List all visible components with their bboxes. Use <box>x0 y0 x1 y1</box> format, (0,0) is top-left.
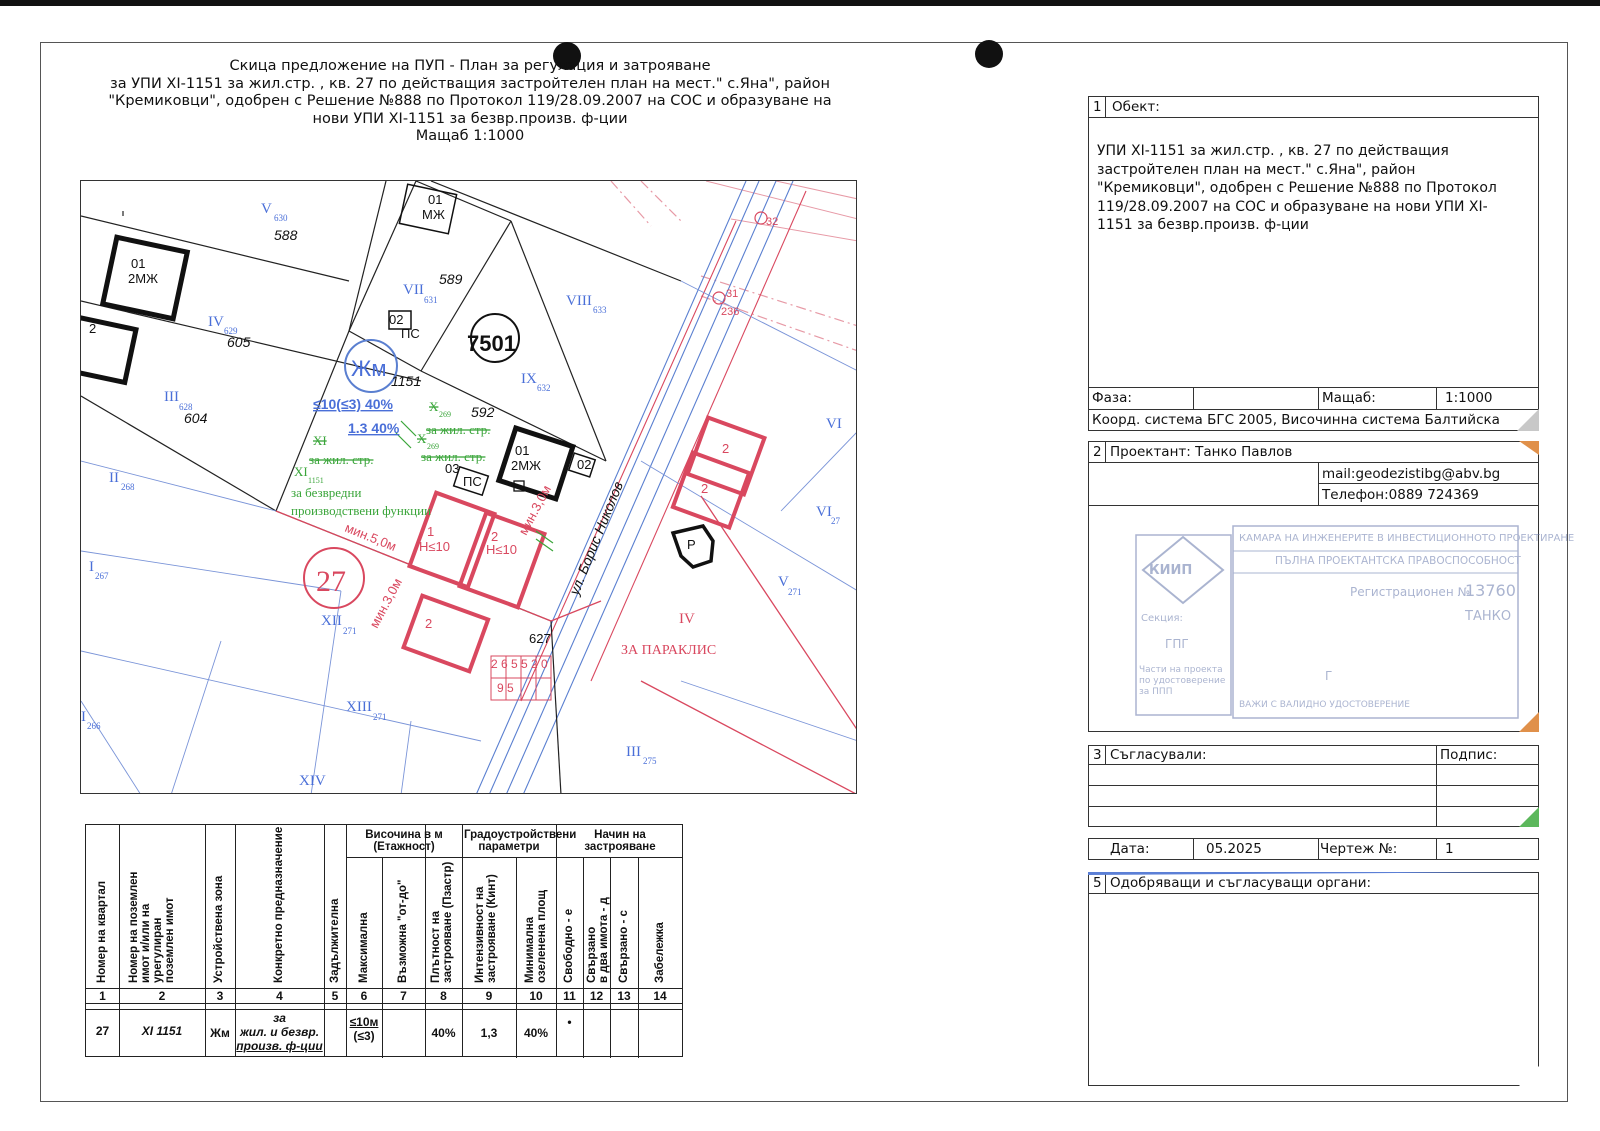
section-3-number: 3 <box>1093 747 1102 763</box>
section-2-label: Проектант: Танко Павлов <box>1110 444 1293 460</box>
proposed-bld-2-num: 2 <box>491 529 499 544</box>
stamp-name: ТАНКО <box>1465 609 1512 624</box>
new-purpose-line2: производствени функции <box>291 503 432 518</box>
bld-num-01a: 01 <box>131 256 146 271</box>
param-height: ≤10(≤3) 40% <box>313 396 393 412</box>
survey-label-31: 31 <box>726 288 739 300</box>
parcel-boundaries <box>81 181 681 794</box>
colnum-12: 12 <box>589 989 604 1003</box>
old-label-x269a-txt: за жил. стр. <box>426 422 491 437</box>
col-zone: Устройствена зона <box>213 875 225 983</box>
colnum-10: 10 <box>529 989 543 1003</box>
colnum-9: 9 <box>485 989 493 1003</box>
col-green: Минимална озеленена площ <box>524 889 548 983</box>
proposed-bld-1-num: 1 <box>427 524 435 539</box>
top-edge-bar <box>0 0 1600 6</box>
dimension-top: 2 6 5 5 2 0 <box>491 657 548 671</box>
new-sub-xi1151: 1151 <box>308 476 324 485</box>
setback-min3a: мин.3,0м <box>366 575 406 631</box>
colnum-1: 1 <box>99 989 106 1003</box>
corner-accent <box>1519 441 1539 455</box>
proposed-bld-2-height: H≤10 <box>486 542 517 557</box>
col-kvartal: Номер на квартал <box>96 880 108 983</box>
cell-intensity: 1,3 <box>480 1026 498 1040</box>
group-height: Височина в м (Етажност) <box>365 829 443 853</box>
bld-type-ps-b: ПС <box>463 474 482 489</box>
section-1-label: Обект: <box>1112 99 1160 115</box>
parcel-label-i266: I <box>81 709 86 725</box>
parcel-label-iii628: III <box>164 389 179 405</box>
col-purpose: Конкретно предназначение <box>273 826 285 983</box>
stamp-reg-no: 13760 <box>1465 581 1516 600</box>
group-params: Градоустройствени параметри <box>464 829 577 853</box>
proposed-bld-2-b: 2 <box>722 441 730 456</box>
old-sub-x269b: 269 <box>427 442 439 451</box>
parcel-sub-xiii271: 271 <box>373 712 387 722</box>
colnum-5: 5 <box>331 989 339 1003</box>
old-label-x269b: X <box>417 431 427 446</box>
block-label-27: 27 <box>316 565 346 598</box>
drawing-no-value: 1 <box>1445 841 1454 857</box>
cell-density: 40% <box>431 1026 456 1040</box>
col-connected: Свързано - с <box>618 910 630 983</box>
col-max-height: Максимална <box>358 912 370 983</box>
section-2-number: 2 <box>1093 444 1102 460</box>
phase-label: Фаза: <box>1092 390 1132 406</box>
group-mode: Начин на застрояване <box>584 829 656 853</box>
colnum-3: 3 <box>216 989 224 1003</box>
stamp-chamber: КАМАРА НА ИНЖЕНЕРИТЕ В ИНВЕСТИЦИОННОТО ПРОЕКТИРАНЕ <box>1239 533 1575 544</box>
signature-label: Подпис: <box>1440 747 1498 763</box>
bld-type-2mzh-b: 2МЖ <box>511 458 542 473</box>
section-5-number: 5 <box>1093 875 1102 891</box>
colnum-7: 7 <box>400 989 407 1003</box>
corner-notch <box>1519 1066 1539 1086</box>
proposed-bld-2-c: 2 <box>701 481 709 496</box>
parcel-sub-iv629: 629 <box>224 326 238 336</box>
cell-max-height: ≤10м (≤3) <box>349 1015 379 1043</box>
lot-627: 627 <box>529 631 551 646</box>
parcel-sub-vii631: 631 <box>424 295 438 305</box>
col-note: Забележка <box>654 922 666 983</box>
coordinate-system: Коорд. система БГС 2005, Височинна система Балтийска <box>1092 412 1500 428</box>
bld-num-2-left: 2 <box>89 321 97 336</box>
bld-type-2mzh-a: 2МЖ <box>128 271 159 286</box>
cell-kvartal: 27 <box>95 1024 110 1038</box>
object-description: УПИ XI-1151 за жил.стр. , кв. 27 по действащия застройтелен план на мест." с.Яна", район "Кремиковци", одобрен с Решение №888 по Протокол 119/28.09.2007 на СОС и образуване на нови УПИ XI-1151 за безвр.произв. ф-ции <box>1097 143 1497 233</box>
col-intensity: Интензивност на застрояване (Кинт) <box>474 874 498 983</box>
col-mandatory: Задължителна <box>329 898 341 983</box>
param-kint: 1.3 40% <box>348 420 400 436</box>
setback-min5: мин.5,0м <box>342 519 399 555</box>
new-purpose-line1: за безвредни <box>291 485 362 500</box>
title-line-4: нови УПИ XI-1151 за безвр.произв. ф-ции <box>312 110 628 127</box>
bld-type-mzh: МЖ <box>422 207 445 222</box>
old-sub-x269a: 269 <box>439 410 451 419</box>
colnum-13: 13 <box>617 989 631 1003</box>
bld-type-ps-a: ПС <box>401 326 420 341</box>
new-label-xi1151: XI <box>294 464 308 479</box>
parcel-label-ix632: IX <box>521 371 537 387</box>
old-label-x269b-txt: за жил. стр. <box>421 449 486 464</box>
section-5-label: Одобряващи и съгласуващи органи: <box>1110 875 1372 891</box>
old-label-x269a: X <box>429 399 439 414</box>
parcel-sub-iii628: 628 <box>179 402 193 412</box>
survey-label-32: 32 <box>766 216 779 228</box>
lot-1151: 1151 <box>391 373 422 389</box>
bld-num-01c: 01 <box>515 443 530 458</box>
col-range: Възможна "от-до" <box>397 879 409 983</box>
lot-592: 592 <box>471 404 495 420</box>
stamp-section-label: Секция: <box>1141 613 1183 624</box>
cell-imot: XI 1151 <box>141 1024 183 1038</box>
regulation-lines <box>611 181 857 351</box>
bld-num-02-small: 02 <box>577 457 592 472</box>
cell-purpose: за жил. и безвр. произв. ф-ции <box>236 1011 323 1053</box>
title-line-3: "Кремиковци", одобрен с Решение №888 по Протокол 119/28.09.2007 на СОС и образуване на <box>108 93 832 109</box>
corner-accent <box>1519 807 1539 827</box>
email[interactable]: mail:geodezistibg@abv.bg <box>1322 466 1501 482</box>
parcel-sub-i267: 267 <box>95 571 109 581</box>
colnum-14: 14 <box>653 989 667 1003</box>
parcel-label-v630: V <box>261 201 272 217</box>
lot-588: 588 <box>274 227 298 243</box>
parcel-label-iii275: III <box>626 744 641 760</box>
parcel-sub-ii268: 268 <box>121 482 135 492</box>
lot-605: 605 <box>227 334 251 350</box>
bld-num-03: 03 <box>445 461 460 476</box>
faint-red-lines <box>706 181 857 241</box>
parcel-sub-ix632: 632 <box>537 383 551 393</box>
stamp-logo: КИИП <box>1149 563 1193 578</box>
parcel-label-vi: VI <box>826 416 842 432</box>
survey-label-236: 236 <box>721 306 740 318</box>
lot-604: 604 <box>184 410 208 426</box>
phone[interactable]: Телефон:0889 724369 <box>1322 487 1479 503</box>
stamp-p: Г <box>1325 669 1333 683</box>
purpose-paraklis: ЗА ПАРАКЛИС <box>621 643 717 658</box>
col-connected-two: Свързано в два имота - д <box>586 897 610 983</box>
parcel-label-vi27: VI <box>816 504 832 520</box>
scale-label: Мащаб: <box>1322 390 1376 406</box>
proposed-bld-1-height: H≤10 <box>419 539 450 554</box>
designer-stamp <box>1135 525 1575 720</box>
date-value: 05.2025 <box>1206 841 1262 857</box>
date-row <box>1088 838 1539 860</box>
block-label-7501: 7501 <box>467 331 516 356</box>
street-name: ул. Борис Николов <box>565 479 627 598</box>
colnum-6: 6 <box>360 989 368 1003</box>
parcel-sub-viii633: 633 <box>593 305 607 315</box>
title-line-1: Скица предложение на ПУП - План за регулация и затрояване <box>229 58 711 74</box>
stamp-footer: ВАЖИ С ВАЛИДНО УДОСТОВЕРЕНИЕ <box>1239 700 1410 710</box>
setback-min3b: мин.3,0м <box>515 482 555 538</box>
parcel-sub-i266: 266 <box>87 721 101 731</box>
parcel-label-xii271: XII <box>321 613 342 629</box>
old-label-xi: XI <box>313 433 327 448</box>
old-plan-lines <box>81 281 857 794</box>
section-1-number: 1 <box>1093 99 1102 115</box>
bld-num-02: 02 <box>389 312 404 327</box>
corner-accent <box>1088 872 1539 875</box>
colnum-4: 4 <box>276 989 283 1003</box>
parcel-label-ii268: II <box>109 470 119 486</box>
parcel-sub-xii271: 271 <box>343 626 357 636</box>
parcel-label-xiv: XIV <box>299 773 326 789</box>
title-scale: Мащаб 1:1000 <box>415 128 525 144</box>
drawing-no-label: Чертеж №: <box>1320 841 1398 857</box>
section-approving-bodies <box>1088 872 1539 1086</box>
parcel-label-v271: V <box>778 574 789 590</box>
colnum-2: 2 <box>158 989 166 1003</box>
parcel-sub-vi27: 27 <box>831 516 840 526</box>
cell-zone: Жм <box>210 1026 230 1040</box>
parcel-label-vii631: VII <box>403 282 424 298</box>
parcel-sub-v271: 271 <box>788 587 802 597</box>
parcel-label-iv-red: IV <box>679 611 695 627</box>
stamp-section: ГПГ <box>1165 637 1189 651</box>
parcel-label-xiii271: XIII <box>346 699 372 715</box>
corner-accent <box>1519 712 1539 732</box>
title-line-2: за УПИ XI-1151 за жил.стр. , кв. 27 по действащия застройтелен план на мест." с.Яна", район <box>110 75 830 92</box>
map-canvas <box>81 181 857 794</box>
stamp-parts: Части на проекта по удостоверение за ППП <box>1139 665 1226 697</box>
scale-value: 1:1000 <box>1445 390 1493 406</box>
parking-label: P <box>687 537 696 552</box>
stamp-reg-label: Регистрационен № <box>1350 585 1470 599</box>
parcel-sub-v630: 630 <box>274 213 288 223</box>
corner-accent <box>1517 409 1539 431</box>
parcel-sub-iii275: 275 <box>643 756 657 766</box>
parcel-label-i267: I <box>89 559 94 575</box>
col-density: Плътност на застрояване (Пзастр) <box>430 861 454 983</box>
parcel-label-iv629: IV <box>208 314 224 330</box>
drawing-title <box>80 58 860 146</box>
parcel-label-viii633: VIII <box>566 293 592 309</box>
cadastral-map[interactable] <box>80 180 857 794</box>
old-label-xi-txt: за жил. стр. <box>309 452 374 467</box>
stamp-capacity: ПЪЛНА ПРОЕКТАНТСКА ПРАВОСПОСОБНОСТ <box>1275 555 1521 567</box>
zone-label-zhm: Жм <box>351 356 387 381</box>
colnum-11: 11 <box>563 989 576 1003</box>
punch-hole <box>975 40 1003 68</box>
cell-free: • <box>567 1015 572 1029</box>
col-free: Свободно - е <box>563 908 575 983</box>
section-3-label: Съгласували: <box>1110 747 1207 763</box>
lot-589: 589 <box>439 271 463 287</box>
regulation-parameters-table <box>85 824 683 1057</box>
bld-num-01b: 01 <box>428 192 443 207</box>
col-imot: Номер на поземлен имот и/или на урегулиран поземлен имот <box>128 871 176 983</box>
colnum-8: 8 <box>440 989 447 1003</box>
proposed-bld-2-a: 2 <box>425 616 433 631</box>
cell-green: 40% <box>523 1026 549 1040</box>
date-label: Дата: <box>1110 841 1150 857</box>
dimension-bottom: 9 5 <box>497 681 514 695</box>
